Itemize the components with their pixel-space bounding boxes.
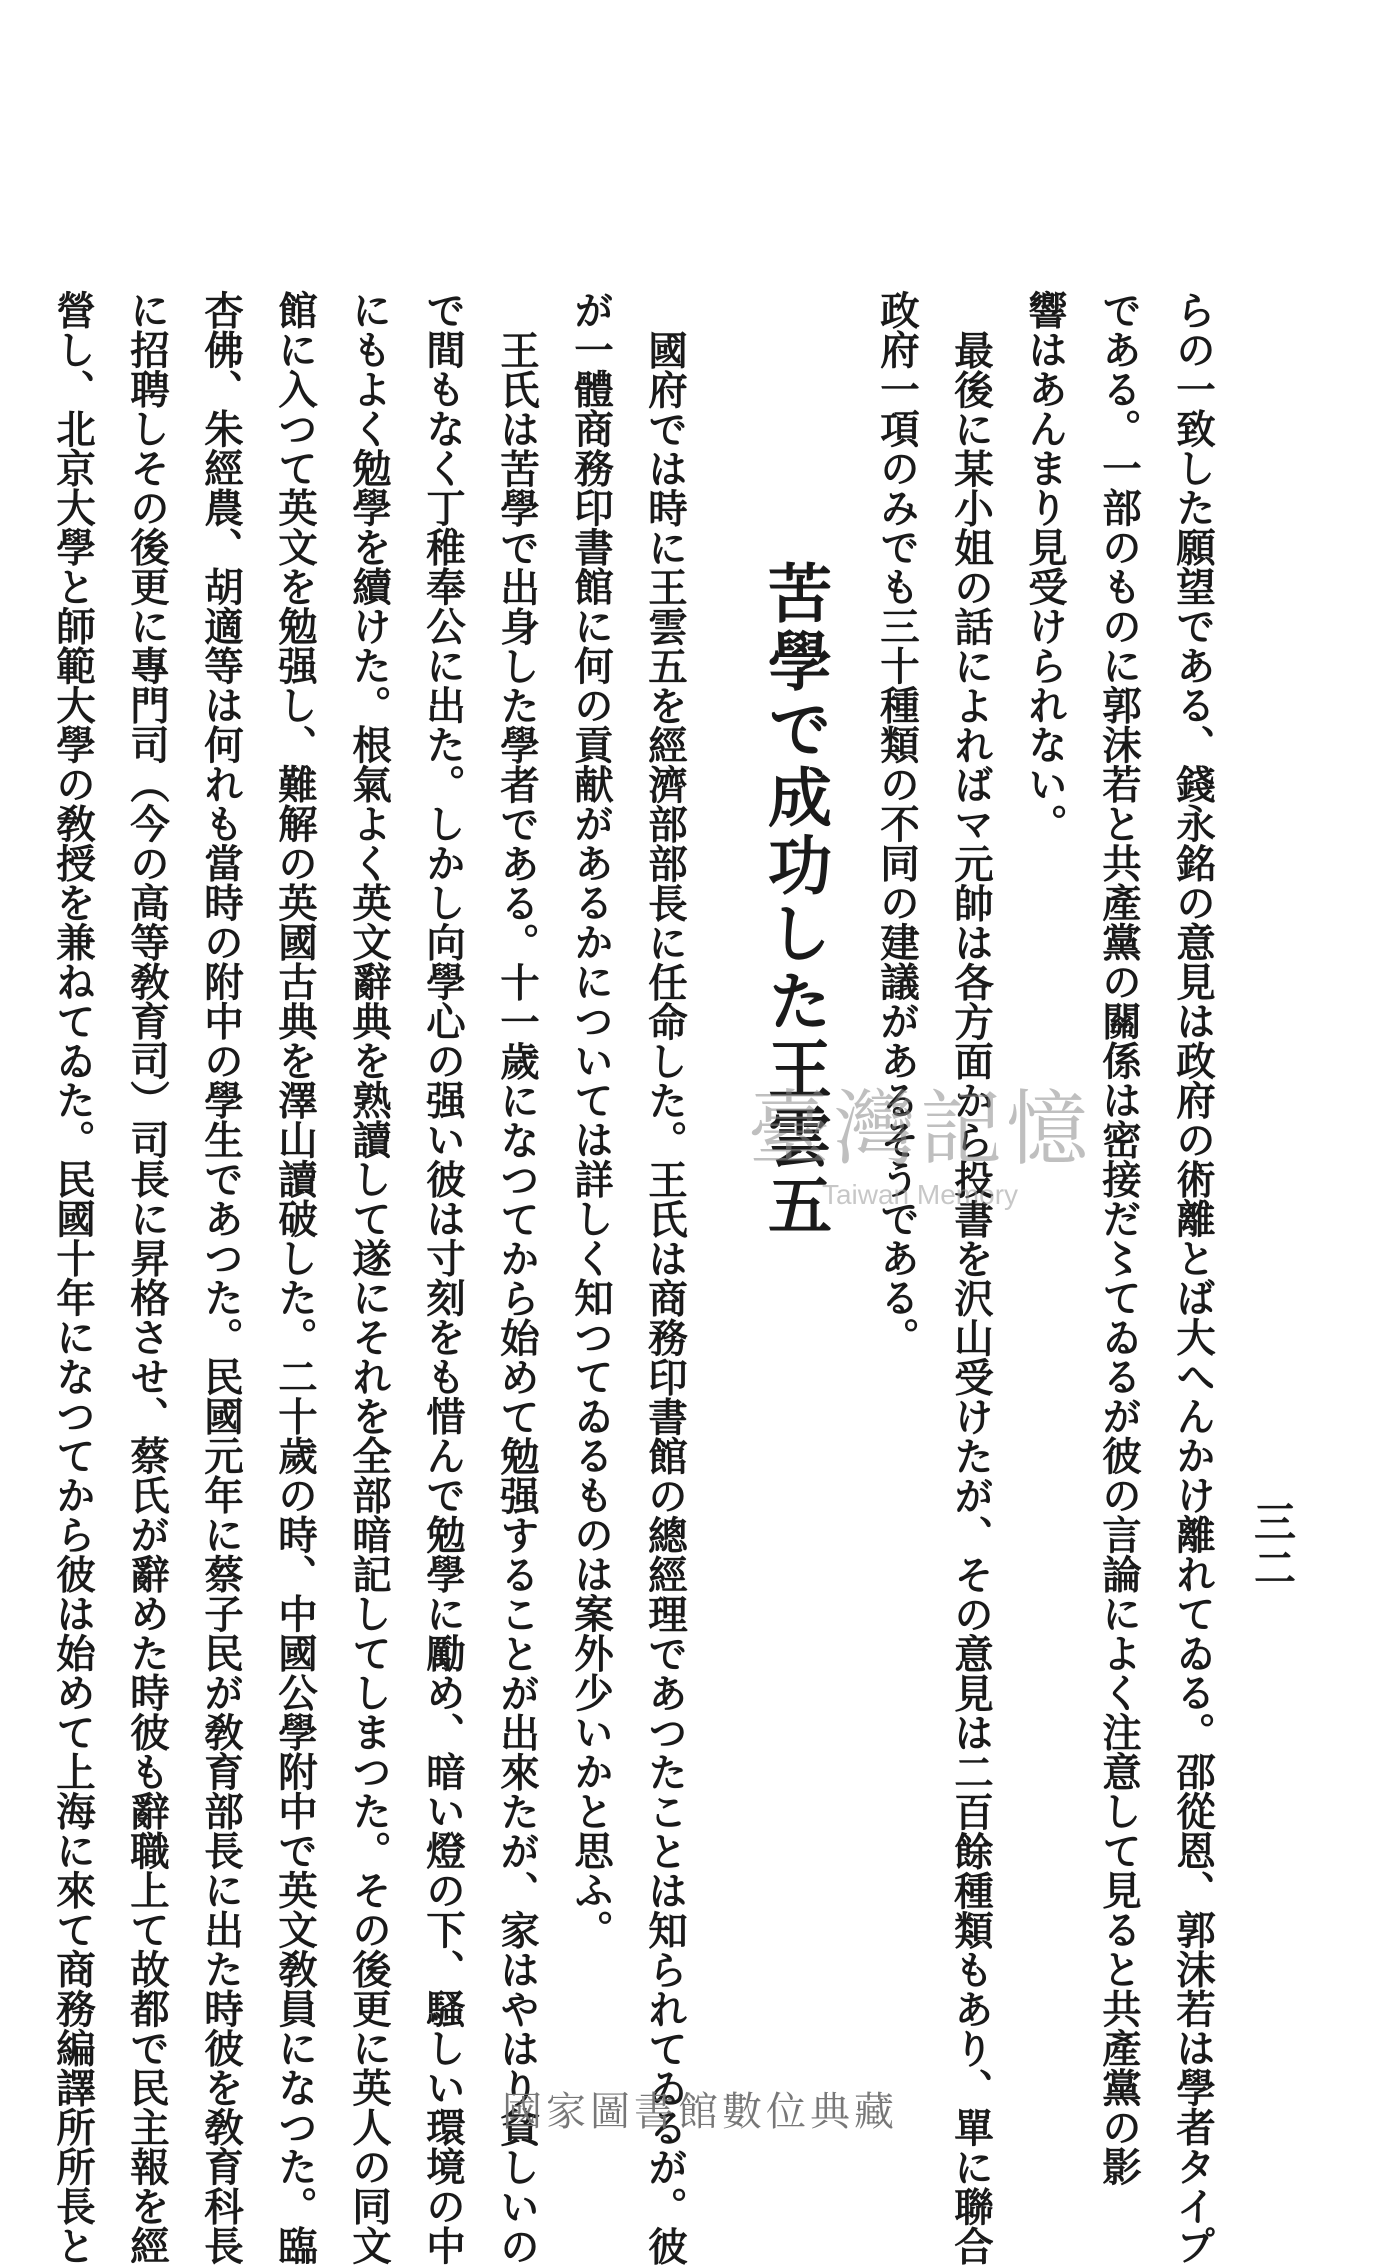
paragraph-line: らの一致した願望である、錢永銘の意見は政府の術離とば大へんかけ離れてゐる。邵從恩、郭沫若は學者タイプ [1170,290,1216,2265]
paragraph-line: 館に入つて英文を勉强し、難解の英國古典を澤山讀破した。二十歲の時、中國公學附中で英文敎員になつた。臨 [272,290,318,2265]
paragraph-line: である。一部のものに郭沫若と共產黨の關係は密接だ〻てゐるが彼の言論によく注意して見ると共產黨の影 [1096,290,1142,2186]
watermark-english: Taiwan Memory [821,1179,1019,1210]
paragraph-line: が一體商務印書館に何の貢献があるかについては詳しく知つてゐるものは案外少いかと思ふ。 [568,290,614,1949]
paragraph-line: 國府では時に王雲五を經濟部部長に任命した。王氏は商務印書館の總經理であつたことは知られてゐるが。彼 [642,329,688,2265]
library-footer: 國家圖書館數位典藏 [502,2089,898,2135]
paragraph-line: 響はあんまり見受けられない。 [1022,290,1068,843]
watermark-chinese: 臺灣記憶 [747,1082,1092,1177]
paragraph-line: にもよく勉學を續けた。根氣よく英文辭典を熟讀して遂にそれを全部暗記してしまつた。その後更に英人の同文 [346,290,392,2265]
paragraph-line: 杏佛、朱經農、胡適等は何れも當時の附中の學生であつた。民國元年に蔡子民が敎育部長に出た時彼を敎育科長 [198,290,244,2265]
paragraph-line: で間もなく丁稚奉公に出た。しかし向學心の强い彼は寸刻をも惜んで勉學に勵め、暗い燈の下、騷しい環境の中 [420,290,466,2265]
paragraph-line: に招聘しその後更に專門司（今の高等敎育司）司長に昇格させ、蔡氏が辭めた時彼も辭職上て故都で民主報を經 [124,290,170,2265]
section-heading: 苦學で成功した王雲五 [757,560,832,1240]
paragraph-line: 最後に某小姐の話によればマ元帥は各方面から投書を沢山受けたが、その意見は二百餘種類もあり、單に聯合 [948,329,994,2265]
paragraph-line: 王氏は苦學で出身した學者である。十一歲になつてから始めて勉强することが出來たが、家はやはり貧しいの [494,329,540,2265]
paragraph-line: 政府一項のみでも三十種類の不同の建議があるそうである。 [874,290,920,1357]
taiwan-memory-watermark [730,1080,1110,1250]
page-number: 三二 [1248,1500,1297,1592]
paragraph-line: 營し、北京大學と師範大學の敎授を兼ねてゐた。民國十年になつてから彼は始めて上海に來て商務編譯所所長と [50,290,96,2265]
